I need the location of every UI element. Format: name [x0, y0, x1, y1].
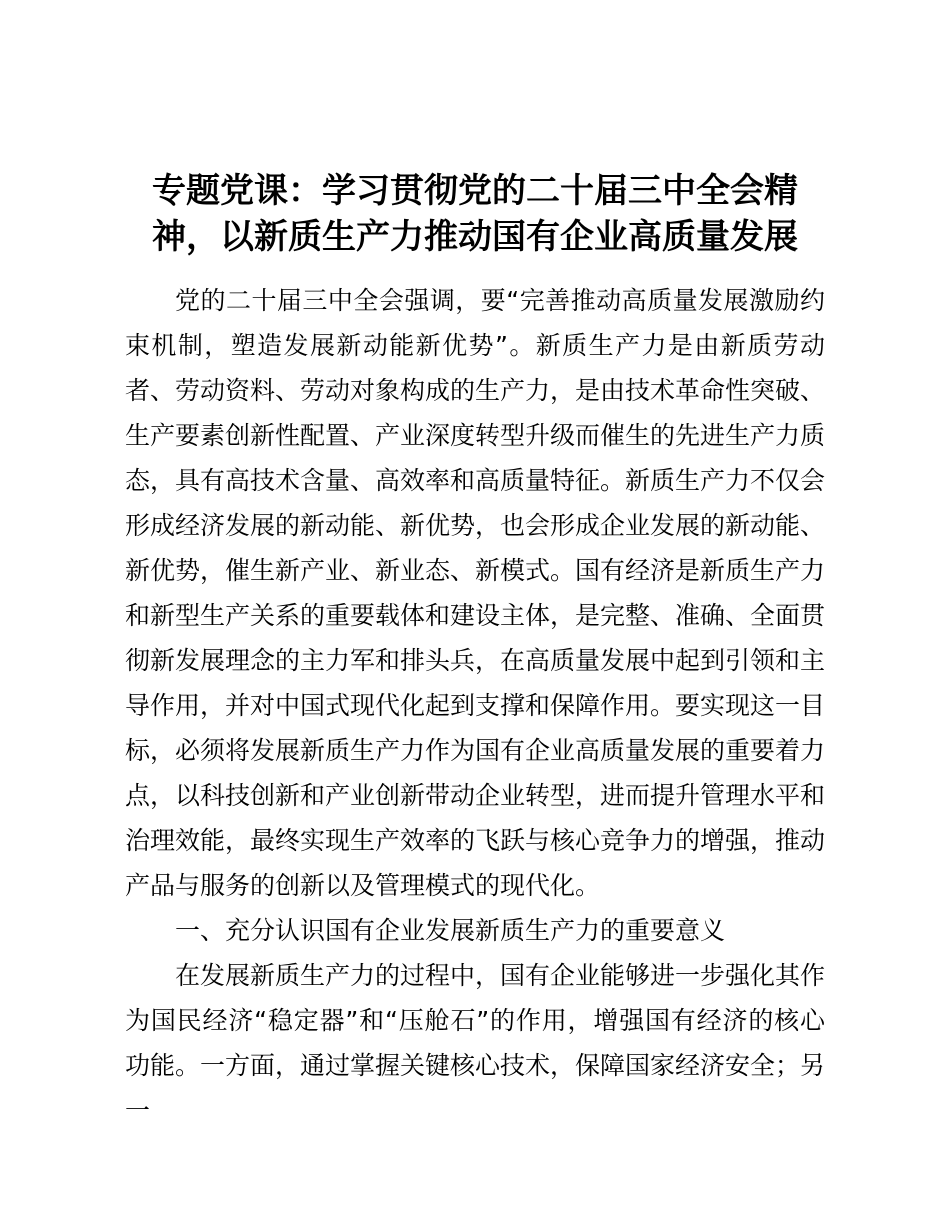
section-paragraph: 在发展新质生产力的过程中，国有企业能够进一步强化其作为国民经济“稳定器”和“压舱石”的作用，增强国有经济的核心功能。一方面，通过掌握关键核心技术，保障国家经济安全；另一: [125, 961, 826, 1125]
document-body: [125, 278, 825, 1133]
section-heading: 一、充分认识国有企业发展新质生产力的重要意义: [175, 916, 726, 945]
document-title: 专题党课：学习贯彻党的二十届三中全会精神，以新质生产力推动国有企业高质量发展: [152, 171, 798, 257]
intro-paragraph: 党的二十届三中全会强调，要“完善推动高质量发展激励约束机制，塑造发展新动能新优势”。新质生产力是由新质劳动者、劳动资料、劳动对象构成的生产力，是由技术革命性突破、生产要素创新性配置、产业深度转型升级而催生的先进生产力质态，具有高技术含量、高效率和高质量特征。新质生产力不仅会形成经济发展的新动能、新优势，也会形成企业发展的新动能、新优势，催生新产业、新业态、新模式。国有经济是新质生产力和新型生产关系的重要载体和建设主体，是完整、准确、全面贯彻新发展理念的主力军和排头兵，在高质量发展中起到引领和主导作用，并对中国式现代化起到支撑和保障作用。要实现这一目标，必须将发展新质生产力作为国有企业高质量发展的重要着力点，以科技创新和产业创新带动企业转型，进而提升管理水平和治理效能，最终实现生产效率的飞跃与核心竞争力的增强，推动产品与服务的创新以及管理模式的现代化。: [125, 286, 826, 900]
